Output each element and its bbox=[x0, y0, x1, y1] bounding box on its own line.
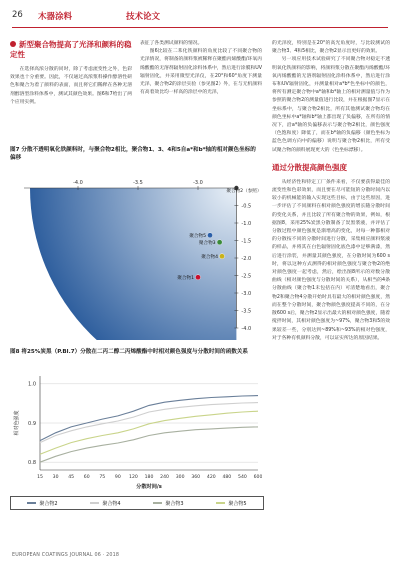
legend-item bbox=[27, 500, 57, 507]
y-tick-label: -3.0 bbox=[241, 290, 252, 297]
x-tick-label: -3.0 bbox=[193, 180, 203, 186]
series-line bbox=[40, 427, 258, 462]
reference-label: 聚合物2（参照） bbox=[226, 189, 262, 194]
paragraph: 图6比较在二苯化铁颜料的角度比较了不同聚合物的光泽情况，将制备的颜料浆被稀释在聚酯丙烯酸酯/环氧丙烯酸酯的无溶剂辐射固化涂料体系中，然后进行涂膜和UV辐射固化，并采用微型光泽仪，在20°和60°角度下测量光泽，聚合物2的涂层实验（参见图2）外，在与无机颜料有高着效比均一样高的涂层中的光泽， bbox=[140, 49, 262, 96]
x-tick-label: 75 bbox=[99, 475, 106, 480]
y-axis-label: 相对色强度 bbox=[14, 410, 20, 436]
legend-swatch bbox=[90, 502, 99, 504]
figure-7-caption: 图7 分散不透明氧化铁颜料时，与聚合物2相比，聚合物1、3、4和5自a*和b*轴的相对颜色坐标的偏移 bbox=[10, 147, 256, 161]
legend-label: 聚合物3 bbox=[165, 500, 184, 507]
data-point-label: 聚合物4 bbox=[201, 254, 218, 260]
legend-label: 聚合物5 bbox=[228, 500, 247, 507]
section-heading bbox=[272, 163, 390, 173]
paragraph: 从经济性和特定工厂条件来看，不仅要获得最佳的流变性和色彩效果，而且要在尽可能短的分散时间内以较小的机械能的输入实现这些目标，由于这些原因，进一步评估了不同颜料在相对颜色强度的增长随分散时间的变化关系，并且比较了所有聚合物的效果，例如，根据图8，采用25%炭黑分散制备了炭黑浆液，并评估了分散过程中颜色强度是渐增高的变化，对每一种都相对的分散按不同的分散时间进行分散，采集相应颜料浆液的样品，并将其在白色辐射固化底色漆中足够满漆，然后进行涂装，并测量其颜色强度，在分散时间为600 s时，将以这种方式测得的相对颜色强度与聚合物2的绝对颜色强度一起考虑，然后，绘出图8所示的对数分散曲线（相对颜色强度与分散时间的关系），从相当的4条分散曲线（聚合物1未包括在内）可清楚地看出，聚合物2和聚合物4分散开始时具有最大的相对颜色强度，然而在整个分散时间，聚合物颜色强度提高不同的，在分散600 s后，聚合物2显示出最大的相对颜色强度，随着搅拌时间，其相对颜色强度为~97%，聚合物3和5的效果较差一些，分别达到~89%和~93%的相对色强度，对于各种有机颜料分散，可以证实所达的原因结果。 bbox=[272, 179, 390, 341]
page-number: 26 bbox=[12, 10, 23, 20]
section-heading bbox=[10, 40, 132, 60]
x-tick-label: 120 bbox=[129, 475, 138, 480]
section-title: 木器涂料 bbox=[38, 12, 73, 22]
y-tick-label: -2.5 bbox=[241, 273, 252, 280]
page-footer: EUROPEAN COATINGS JOURNAL 06 · 2018 bbox=[12, 553, 120, 558]
legend-item bbox=[153, 500, 183, 507]
figure-8-caption: 图8 将25%炭黑（P.Bl.7）分散在二丙二醇二丙烯酸酯中时相对颜色强度与分散时间的函数关系 bbox=[10, 349, 248, 355]
x-tick-label: -4.0 bbox=[73, 180, 83, 186]
y-tick-label: -4.0 bbox=[241, 325, 252, 332]
x-tick-label: 420 bbox=[206, 475, 216, 480]
y-tick-label: -0.5 bbox=[241, 203, 252, 210]
paragraph: 表征了各类测试颜料的情况。 bbox=[140, 41, 203, 46]
bullet-icon bbox=[10, 41, 16, 47]
paragraph: 在选择高浓分散的同时，除了考虑流变性之外，色彩效果也十分重要。因此，不仅通过高浓浆料操作醇溶性研色和聚合为着了颜料的表面，而且将它们稀释在各种无溶剂醇溶型涂料体系中，测试其颜色效果。图6和7给出了两个应用实例。 bbox=[10, 67, 132, 105]
section-heading-text: 通过分散提高颜色强度 bbox=[272, 162, 347, 172]
y-tick-label: -3.5 bbox=[241, 308, 252, 315]
y-tick-label: 0.8 bbox=[28, 459, 36, 466]
x-tick-label: 90 bbox=[114, 475, 121, 480]
data-point bbox=[219, 254, 224, 259]
series-line bbox=[40, 403, 258, 443]
legend-swatch bbox=[216, 502, 225, 504]
y-tick-label: 0.9 bbox=[28, 420, 36, 427]
x-tick-label: 240 bbox=[160, 475, 169, 480]
series-line bbox=[40, 396, 258, 441]
series-line bbox=[40, 411, 258, 454]
article-type: 技术论文 bbox=[126, 12, 161, 22]
section-heading-text: 新型聚合物提高了光泽和颜料的稳定性 bbox=[10, 40, 132, 59]
column-right bbox=[272, 40, 390, 343]
y-tick-label: -1.5 bbox=[241, 238, 252, 245]
x-tick-label: 300 bbox=[175, 475, 185, 480]
y-tick-label: -2.0 bbox=[241, 255, 252, 262]
data-point bbox=[217, 240, 222, 245]
figure-8-legend bbox=[10, 496, 264, 510]
data-point-label: 聚合物1 bbox=[177, 275, 194, 281]
page-header bbox=[12, 10, 388, 24]
column-left bbox=[10, 40, 132, 107]
x-tick-label: 600 bbox=[253, 475, 262, 480]
legend-item bbox=[216, 500, 246, 507]
x-tick-label: 30 bbox=[52, 475, 59, 480]
paragraph: 另一项应用技术试验研究了不同聚合物对稳定不透明氧化铁颜料的影响，将颜料浆分散在聚酯丙烯酸酯/环氧丙烯酸酯的无溶剂辐射固化涂料体系中，然后进行涂布和UV辐射固化，并测量相对a*b*色坐标中的颜色，将所有测定聚合物中a*轴和b*轴上的相对测量值与作为参照的聚合物2的测量值进行比较，并在根据图7显示在坐标系中，与聚合物2相比，所有其他测试聚合物均在颜色坐标中a*轴和b*轴上都出现了负偏移，在所有的情况下，沿a*轴的负偏移表示与聚合物2相比，颜色强度（色饱和度）降低了，而在b*轴的负偏移（颜色坐标为蓝色色调方向中的偏移）说明与聚合物2相比，所有受试聚合物的颜料展现更大的（色坐标漂移）。 bbox=[272, 57, 390, 153]
x-axis-label: 分散时间/s bbox=[136, 484, 162, 490]
legend-item bbox=[90, 500, 120, 507]
x-tick-label: 45 bbox=[68, 475, 75, 480]
x-tick-label: 360 bbox=[191, 475, 201, 480]
data-point bbox=[207, 233, 212, 238]
legend-swatch bbox=[27, 502, 36, 504]
x-tick-label: 60 bbox=[83, 475, 90, 480]
data-point-label: 聚合物3 bbox=[198, 240, 216, 246]
y-tick-label: 1.0 bbox=[28, 381, 36, 388]
legend-swatch bbox=[153, 502, 162, 504]
column-middle bbox=[140, 40, 262, 97]
data-point bbox=[195, 275, 200, 280]
paragraph: 的光泽度，特别是在20°的高光角度时，与比较测试的聚合物3、4和5相比，聚合物2显示出更好的效果。 bbox=[272, 41, 390, 55]
legend-label: 聚合物4 bbox=[102, 500, 121, 507]
header-divider bbox=[12, 27, 388, 28]
figure-7-chart bbox=[10, 170, 262, 340]
quarter-circle-area bbox=[30, 188, 236, 340]
y-tick-label: -1.0 bbox=[241, 220, 252, 227]
x-tick-label: -3.5 bbox=[133, 180, 143, 186]
x-tick-label: 540 bbox=[238, 475, 247, 480]
data-point-label: 聚合物5 bbox=[189, 233, 206, 239]
x-tick-label: 480 bbox=[222, 475, 232, 480]
figure-8-chart bbox=[10, 370, 262, 494]
legend-label: 聚合物2 bbox=[39, 500, 58, 507]
x-tick-label: 15 bbox=[37, 475, 43, 480]
x-tick-label: 180 bbox=[144, 475, 154, 480]
